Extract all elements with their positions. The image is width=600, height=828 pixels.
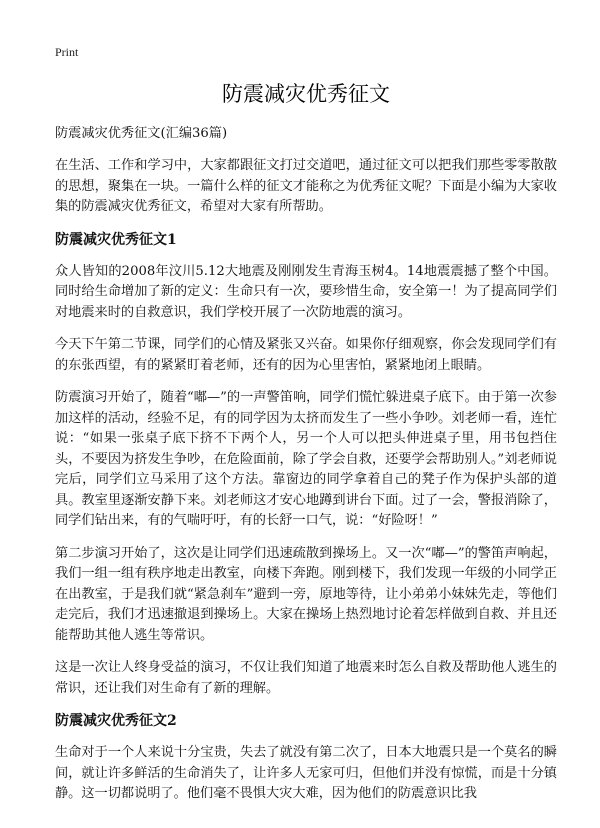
intro-paragraph: 在生活、工作和学习中，大家都跟征文打过交道吧，通过征文可以把我们那些零零散散的思想，聚集在一块。一篇什么样的征文才能称之为优秀征文呢？下面是小编为大家收集的防震减灾优秀征文，希望对大家有所帮助。: [55, 158, 557, 214]
section-1-paragraph-5: 这是一次让人终身受益的演习，不仅让我们知道了地震来时怎么自救及帮助他人逃生的常识，还让我们对生命有了新的理解。: [55, 660, 557, 696]
document-subtitle: 防震减灾优秀征文(汇编36篇): [55, 126, 228, 141]
section-2-paragraph-1: 生命对于一个人来说十分宝贵，失去了就没有第二次了，日本大地震只是一个莫名的瞬间，就让许多鲜活的生命消失了，让许多人无家可归，但他们并没有惊慌，而是十分镇静。这一切都说明了。他们毫不畏惧大灾大难，因为他们的防震意识比我: [55, 745, 557, 801]
section-heading-1: 防震减灾优秀征文1: [55, 231, 177, 248]
section-1-paragraph-4: 第二步演习开始了，这次是让同学们迅速疏散到操场上。又一次“嘟—”的警笛声响起，我们一组一组有秩序地走出教室，向楼下奔跑。刚到楼下，我们发现一年级的小同学正在出教室，于是我们就“紧急刹车”避到一旁，原地等待，让小弟弟小妹妹先走，等他们走完后，我们才迅速撤退到操场上。大家在操场上热烈地讨论着怎样做到自救、并且还能帮助其他人逃生等常识。: [55, 545, 557, 643]
section-heading-2: 防震减灾优秀征文2: [55, 713, 177, 729]
print-label: Print: [55, 45, 79, 59]
page-title: 防震减灾优秀征文: [222, 82, 390, 106]
section-1-paragraph-1: 众人皆知的2008年汶川5.12大地震及刚刚发生青海玉树4。14地震震撼了整个中国。同时给生命增加了新的定义：生命只有一次，要珍惜生命，安全第一！为了提高同学们对地震来时的自救意识，我们学校开展了一次防地震的演习。: [55, 263, 557, 320]
section-1-paragraph-2: 今天下午第二节课，同学们的心情及紧张又兴奋。如果你仔细观察，你会发现同学们有的东张西望，有的紧紧盯着老师，还有的因为心里害怕，紧紧地闭上眼睛。: [55, 337, 557, 373]
section-1-paragraph-3: 防震演习开始了，随着“嘟—”的一声警笛响，同学们慌忙躲进桌子底下。由于第一次参加这样的活动，经验不足，有的同学因为太挤而发生了一些小争吵。刘老师一看，连忙说：“如果一张桌子底下挤不下两个人，另一个人可以把头伸进桌子里，用书包挡住头，不要因为挤发生争吵，在危险面前，除了学会自救，还要学会帮助别人。”刘老师说完后，同学们立马采用了这个方法。靠窗边的同学拿着自己的凳子作为保护头部的道具。教室里逐渐安静下来。刘老师这才安心地蹲到讲台下面。过了一会，警报消除了，同学们钻出来，有的气喘吁吁，有的长舒一口气，说：“好险呀！”: [55, 390, 557, 528]
